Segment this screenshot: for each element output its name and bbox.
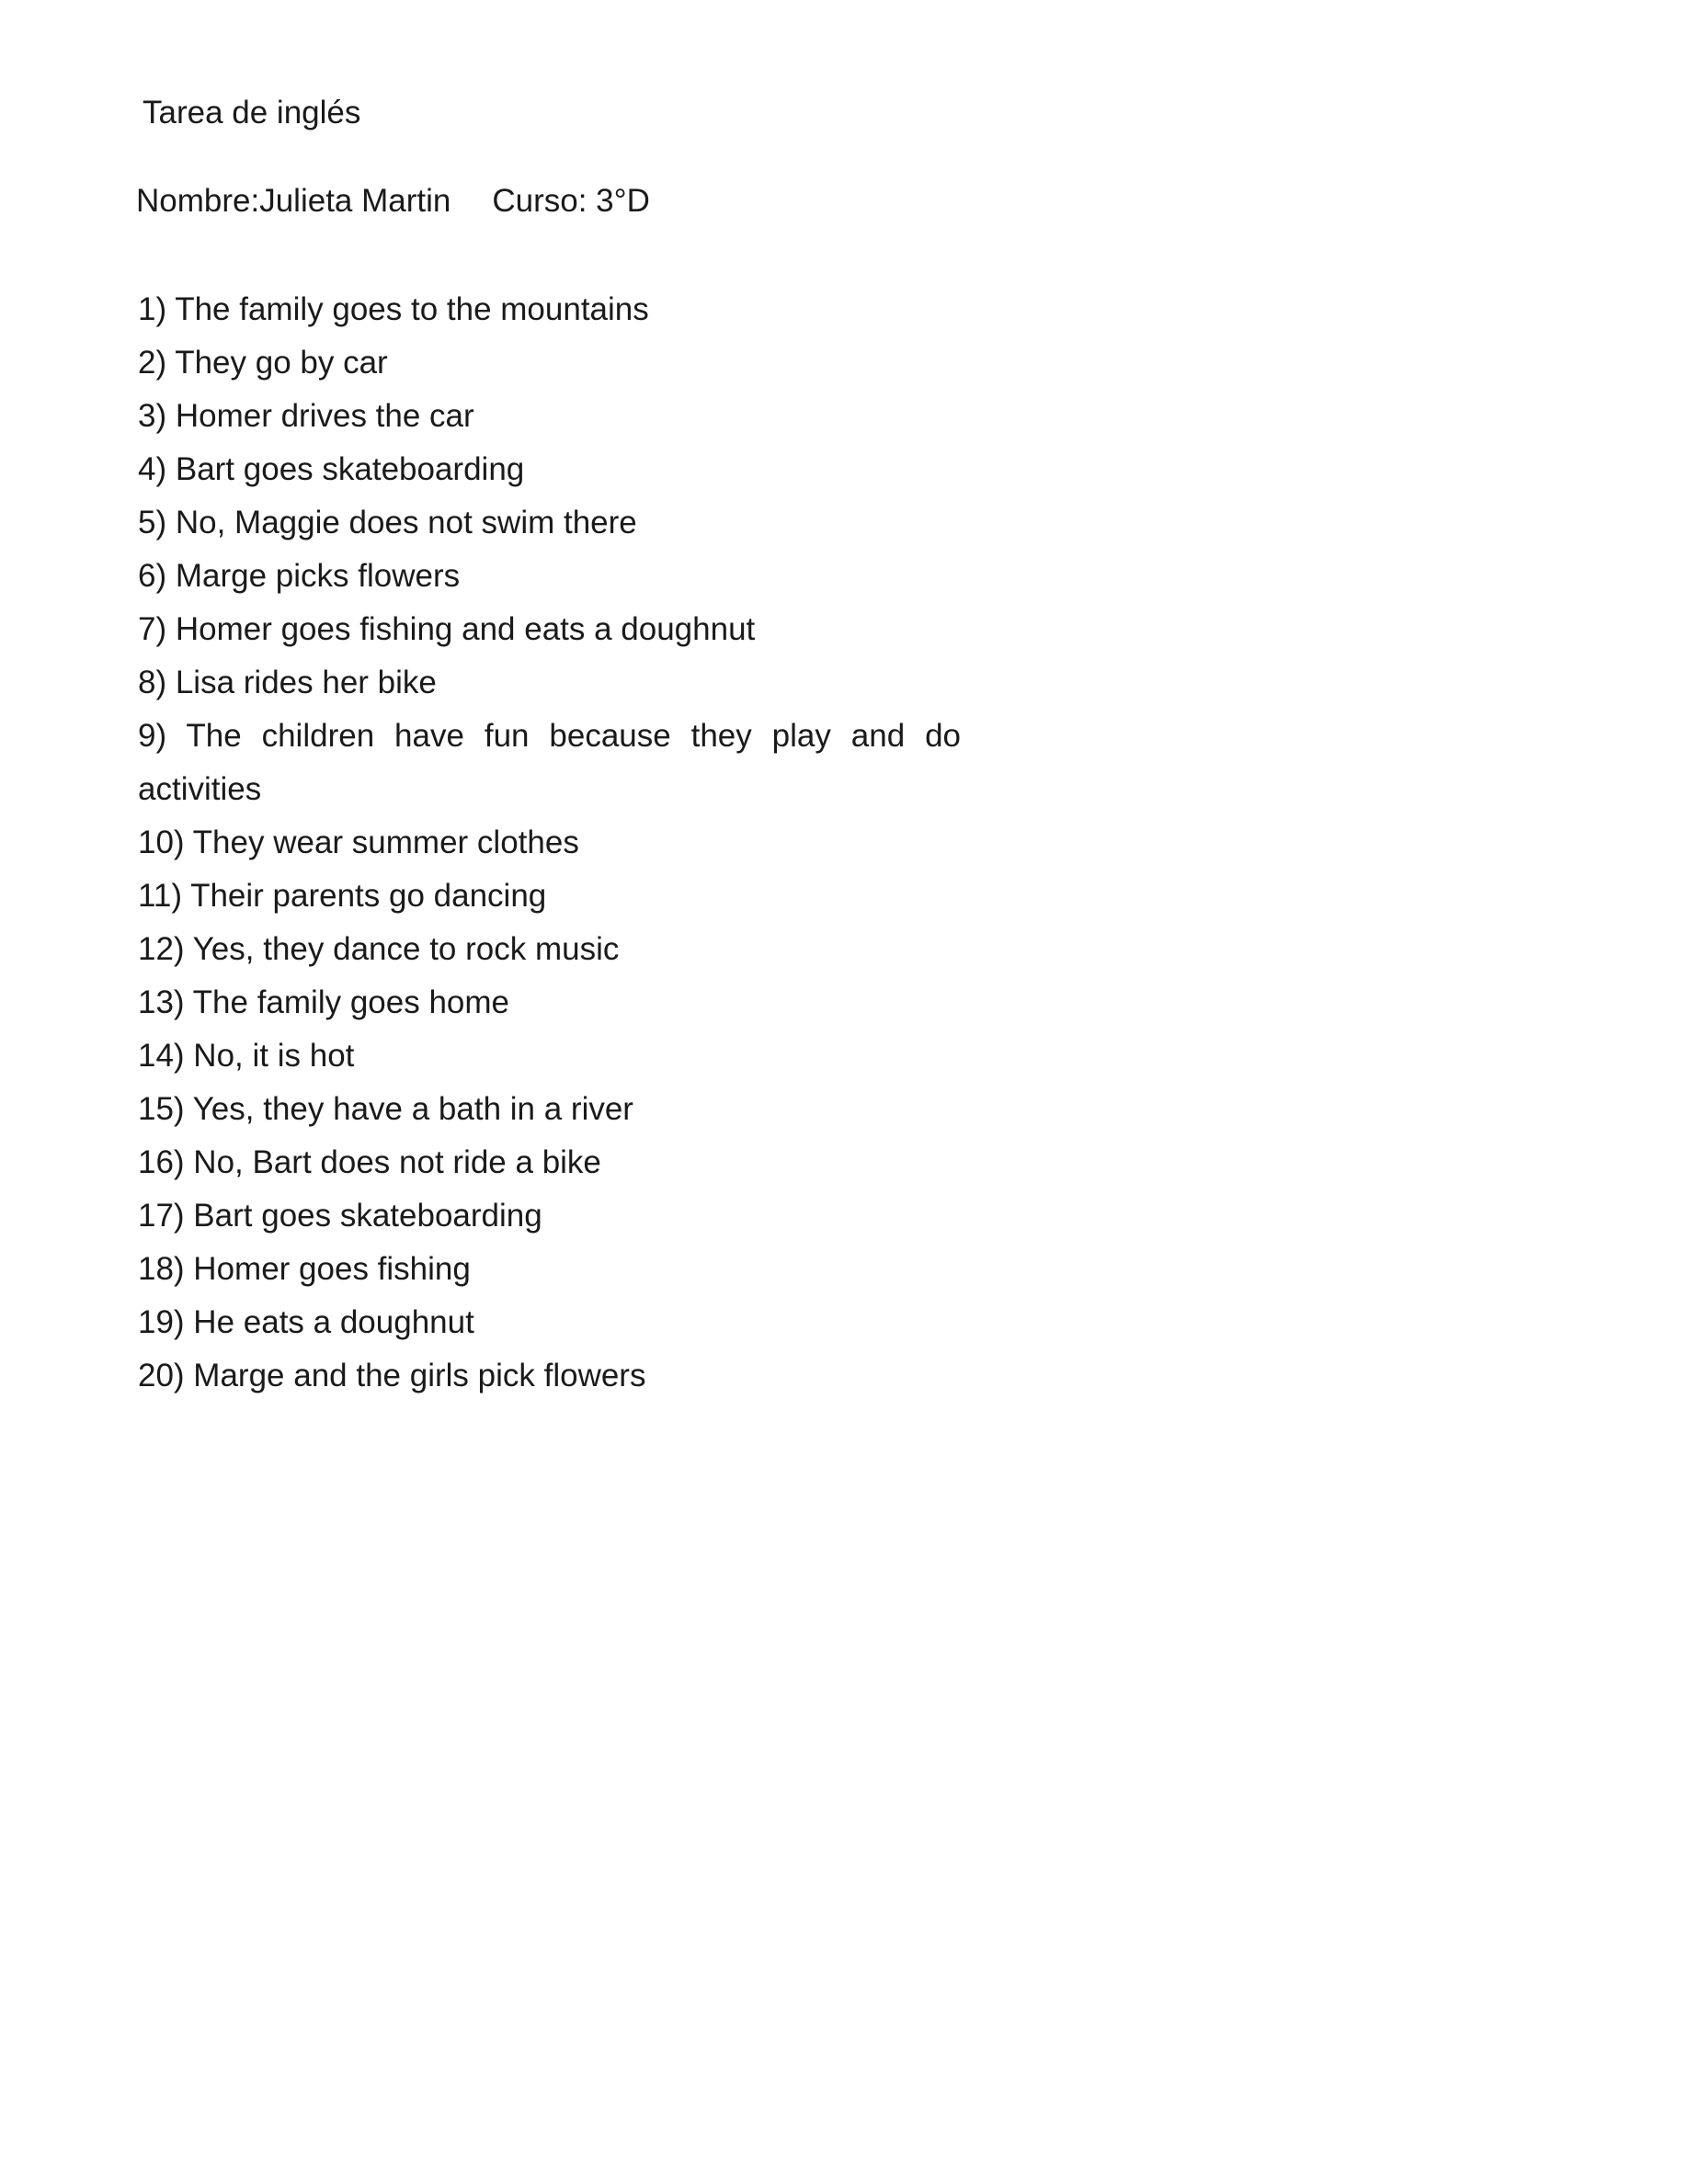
answer-line: 6) Marge picks flowers [138,558,461,594]
answer-line: 5) No, Maggie does not swim there [138,505,637,540]
answer-line: 18) Homer goes fishing [138,1251,471,1287]
student-info-line [136,175,650,228]
answer-line: 10) They wear summer clothes [138,825,579,860]
answer-line: 11) Their parents go dancing [138,878,547,914]
answer-line: 17) Bart goes skateboarding [138,1198,542,1234]
answer-line: 14) No, it is hot [138,1038,355,1074]
answer-line: 3) Homer drives the car [138,398,474,434]
answer-line: 15) Yes, they have a bath in a river [138,1091,633,1127]
answer-line: 9) The children have fun because they play and do activities [138,718,961,807]
answer-line: 4) Bart goes skateboarding [138,451,525,487]
course-label: Curso: 3°D [492,183,650,219]
answer-line: 20) Marge and the girls pick flowers [138,1358,646,1393]
answer-line: 19) He eats a doughnut [138,1304,474,1340]
answer-line: 1) The family goes to the mountains [138,291,649,327]
student-name: Nombre:Julieta Martin [136,183,451,219]
answer-line: 16) No, Bart does not ride a bike [138,1144,601,1180]
answer-line: 12) Yes, they dance to rock music [138,931,620,967]
answer-line: 13) The family goes home [138,984,510,1020]
answer-line: 2) They go by car [138,345,388,381]
answer-line: 7) Homer goes fishing and eats a doughnut [138,611,756,647]
answers-list [138,283,961,1403]
answer-line: 8) Lisa rides her bike [138,665,437,700]
document-title: Tarea de inglés [143,95,361,131]
